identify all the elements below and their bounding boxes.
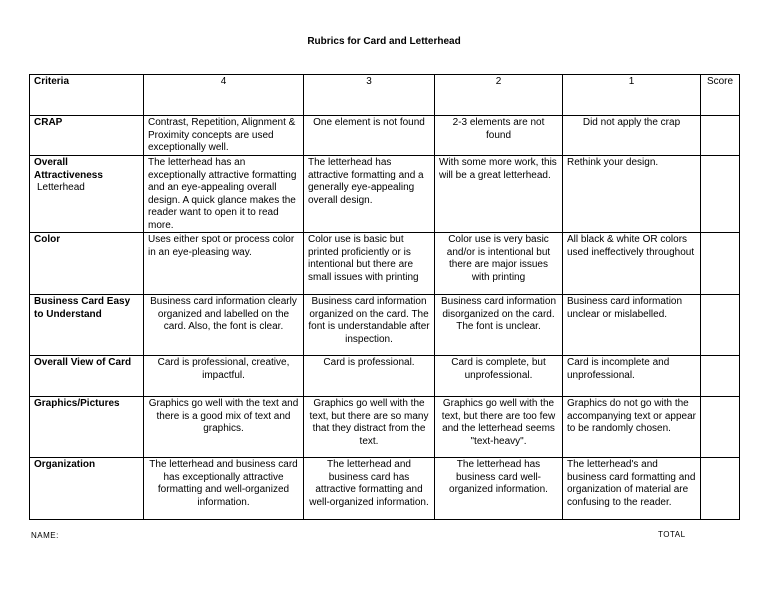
criterion-cell [30,397,144,458]
level-4-cell: Uses either spot or process color in an eye-pleasing way. [144,233,304,295]
level-2-cell: The letterhead has business card well-organized information. [435,458,563,520]
criterion-label: CRAP [34,117,63,128]
level-1-cell: Graphics do not go with the accompanying text or appear to be randomly chosen. [563,397,701,458]
criteria-header: Criteria [30,75,144,116]
level-2-cell: Card is complete, but unprofessional. [435,356,563,397]
level-1-cell: The letterhead's and business card formatting and organization of material are confusing to the reader. [563,458,701,520]
criterion-label: Graphics/Pictures [34,398,120,409]
level-3-cell: The letterhead and business card has attractive formatting and well-organized information. [304,458,435,520]
level-1-cell: Card is incomplete and unprofessional. [563,356,701,397]
level-2-cell: Graphics go well with the text, but there are too few and the letterhead seems "text-heavy". [435,397,563,458]
score-cell [701,116,740,156]
level-1-cell: Did not apply the crap [563,116,701,156]
level-4-cell: The letterhead and business card has exceptionally attractive formatting and well-organized information. [144,458,304,520]
level-3-cell: Graphics go well with the text, but there are so many that they distract from the text. [304,397,435,458]
level-1-cell: Rethink your design. [563,156,701,233]
criterion-cell [30,156,144,233]
table-row [30,397,740,458]
score-cell [701,156,740,233]
level-3-header: 3 [304,75,435,116]
score-cell [701,458,740,520]
level-2-cell: 2-3 elements are not found [435,116,563,156]
level-4-cell: Contrast, Repetition, Alignment & Proximity concepts are used exceptionally well. [144,116,304,156]
criterion-cell [30,458,144,520]
criterion-label: Overall Attractiveness [34,157,103,181]
criterion-cell [30,356,144,397]
criterion-label: Color [34,234,61,245]
table-row [30,233,740,295]
level-4-cell: Card is professional, creative, impactful. [144,356,304,397]
score-cell [701,397,740,458]
score-cell [701,356,740,397]
level-4-cell: Graphics go well with the text and there is a good mix of text and graphics. [144,397,304,458]
score-cell [701,295,740,356]
table-row [30,156,740,233]
table-row [30,295,740,356]
level-2-header: 2 [435,75,563,116]
level-4-cell: The letterhead has an exceptionally attractive formatting and an eye-appealing overall design. A quick glance makes the reader want to open it to read more. [144,156,304,233]
criterion-label: Overall View of Card [34,357,132,368]
level-2-cell: Color use is very basic and/or is intentional but there are major issues with printing [435,233,563,295]
name-label: NAME: [31,531,59,540]
score-cell [701,233,740,295]
table-row [30,458,740,520]
table-row [30,356,740,397]
level-3-cell: Business card information organized on the card. The font is understandable after inspection. [304,295,435,356]
level-3-cell: The letterhead has attractive formatting and a generally eye-appealing overall design. [304,156,435,233]
rubric-table [29,74,740,520]
level-4-header: 4 [144,75,304,116]
level-1-cell: Business card information unclear or mislabelled. [563,295,701,356]
level-3-cell: One element is not found [304,116,435,156]
level-1-cell: All black & white OR colors used ineffectively throughout [563,233,701,295]
level-3-cell: Card is professional. [304,356,435,397]
level-1-header: 1 [563,75,701,116]
criterion-cell [30,116,144,156]
level-4-cell: Business card information clearly organized and labelled on the card. Also, the font is clear. [144,295,304,356]
level-2-cell: Business card information disorganized on the card. The font is unclear. [435,295,563,356]
level-2-cell: With some more work, this will be a great letterhead. [435,156,563,233]
header-row [30,75,740,116]
criterion-label: Organization [34,459,96,470]
criterion-sublabel: Letterhead [37,182,85,193]
score-header: Score [701,75,740,116]
level-3-cell: Color use is basic but printed proficiently or is intentional but there are small issues with printing [304,233,435,295]
table-row [30,116,740,156]
page-title: Rubrics for Card and Letterhead [307,36,461,47]
total-label: TOTAL [658,530,686,539]
criterion-cell [30,295,144,356]
criterion-cell [30,233,144,295]
criterion-label: Business Card Easy to Understand [34,296,131,320]
